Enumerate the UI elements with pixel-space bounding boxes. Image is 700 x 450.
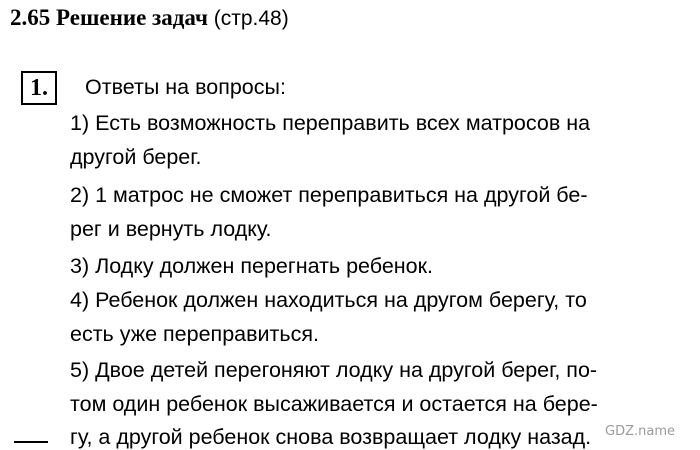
- answer-line: 4) Ребенок должен находиться на другом берегу, то: [70, 288, 587, 312]
- answer-line: есть уже переправиться.: [70, 322, 319, 346]
- task-intro: Ответы на вопросы:: [85, 75, 286, 99]
- answer-line: том один ребенок высаживается и остается на бере-: [70, 392, 598, 416]
- answer-line: 5) Двое детей перегоняют лодку на другой берег, по-: [70, 358, 598, 382]
- answer-line: 1) Есть возможность переправить всех матросов на: [70, 111, 591, 135]
- section-title: Решение задач: [56, 5, 208, 30]
- answer-line: рег и вернуть лодку.: [70, 217, 272, 241]
- answer-line: другой берег.: [70, 145, 202, 169]
- page-reference: (стр.48): [213, 7, 289, 30]
- answer-line: гу, а другой ребенок снова возвращает лодку назад.: [70, 425, 592, 449]
- section-number: 2.65: [10, 5, 51, 30]
- footnote-dash: [14, 441, 48, 443]
- answer-line: 3) Лодку должен перегнать ребенок.: [70, 254, 434, 278]
- watermark: GDZ.name: [605, 424, 675, 439]
- section-heading: [10, 2, 289, 35]
- answer-line: 2) 1 матрос не сможет переправиться на другой бе-: [70, 183, 588, 207]
- task-number-box: 1.: [21, 71, 57, 105]
